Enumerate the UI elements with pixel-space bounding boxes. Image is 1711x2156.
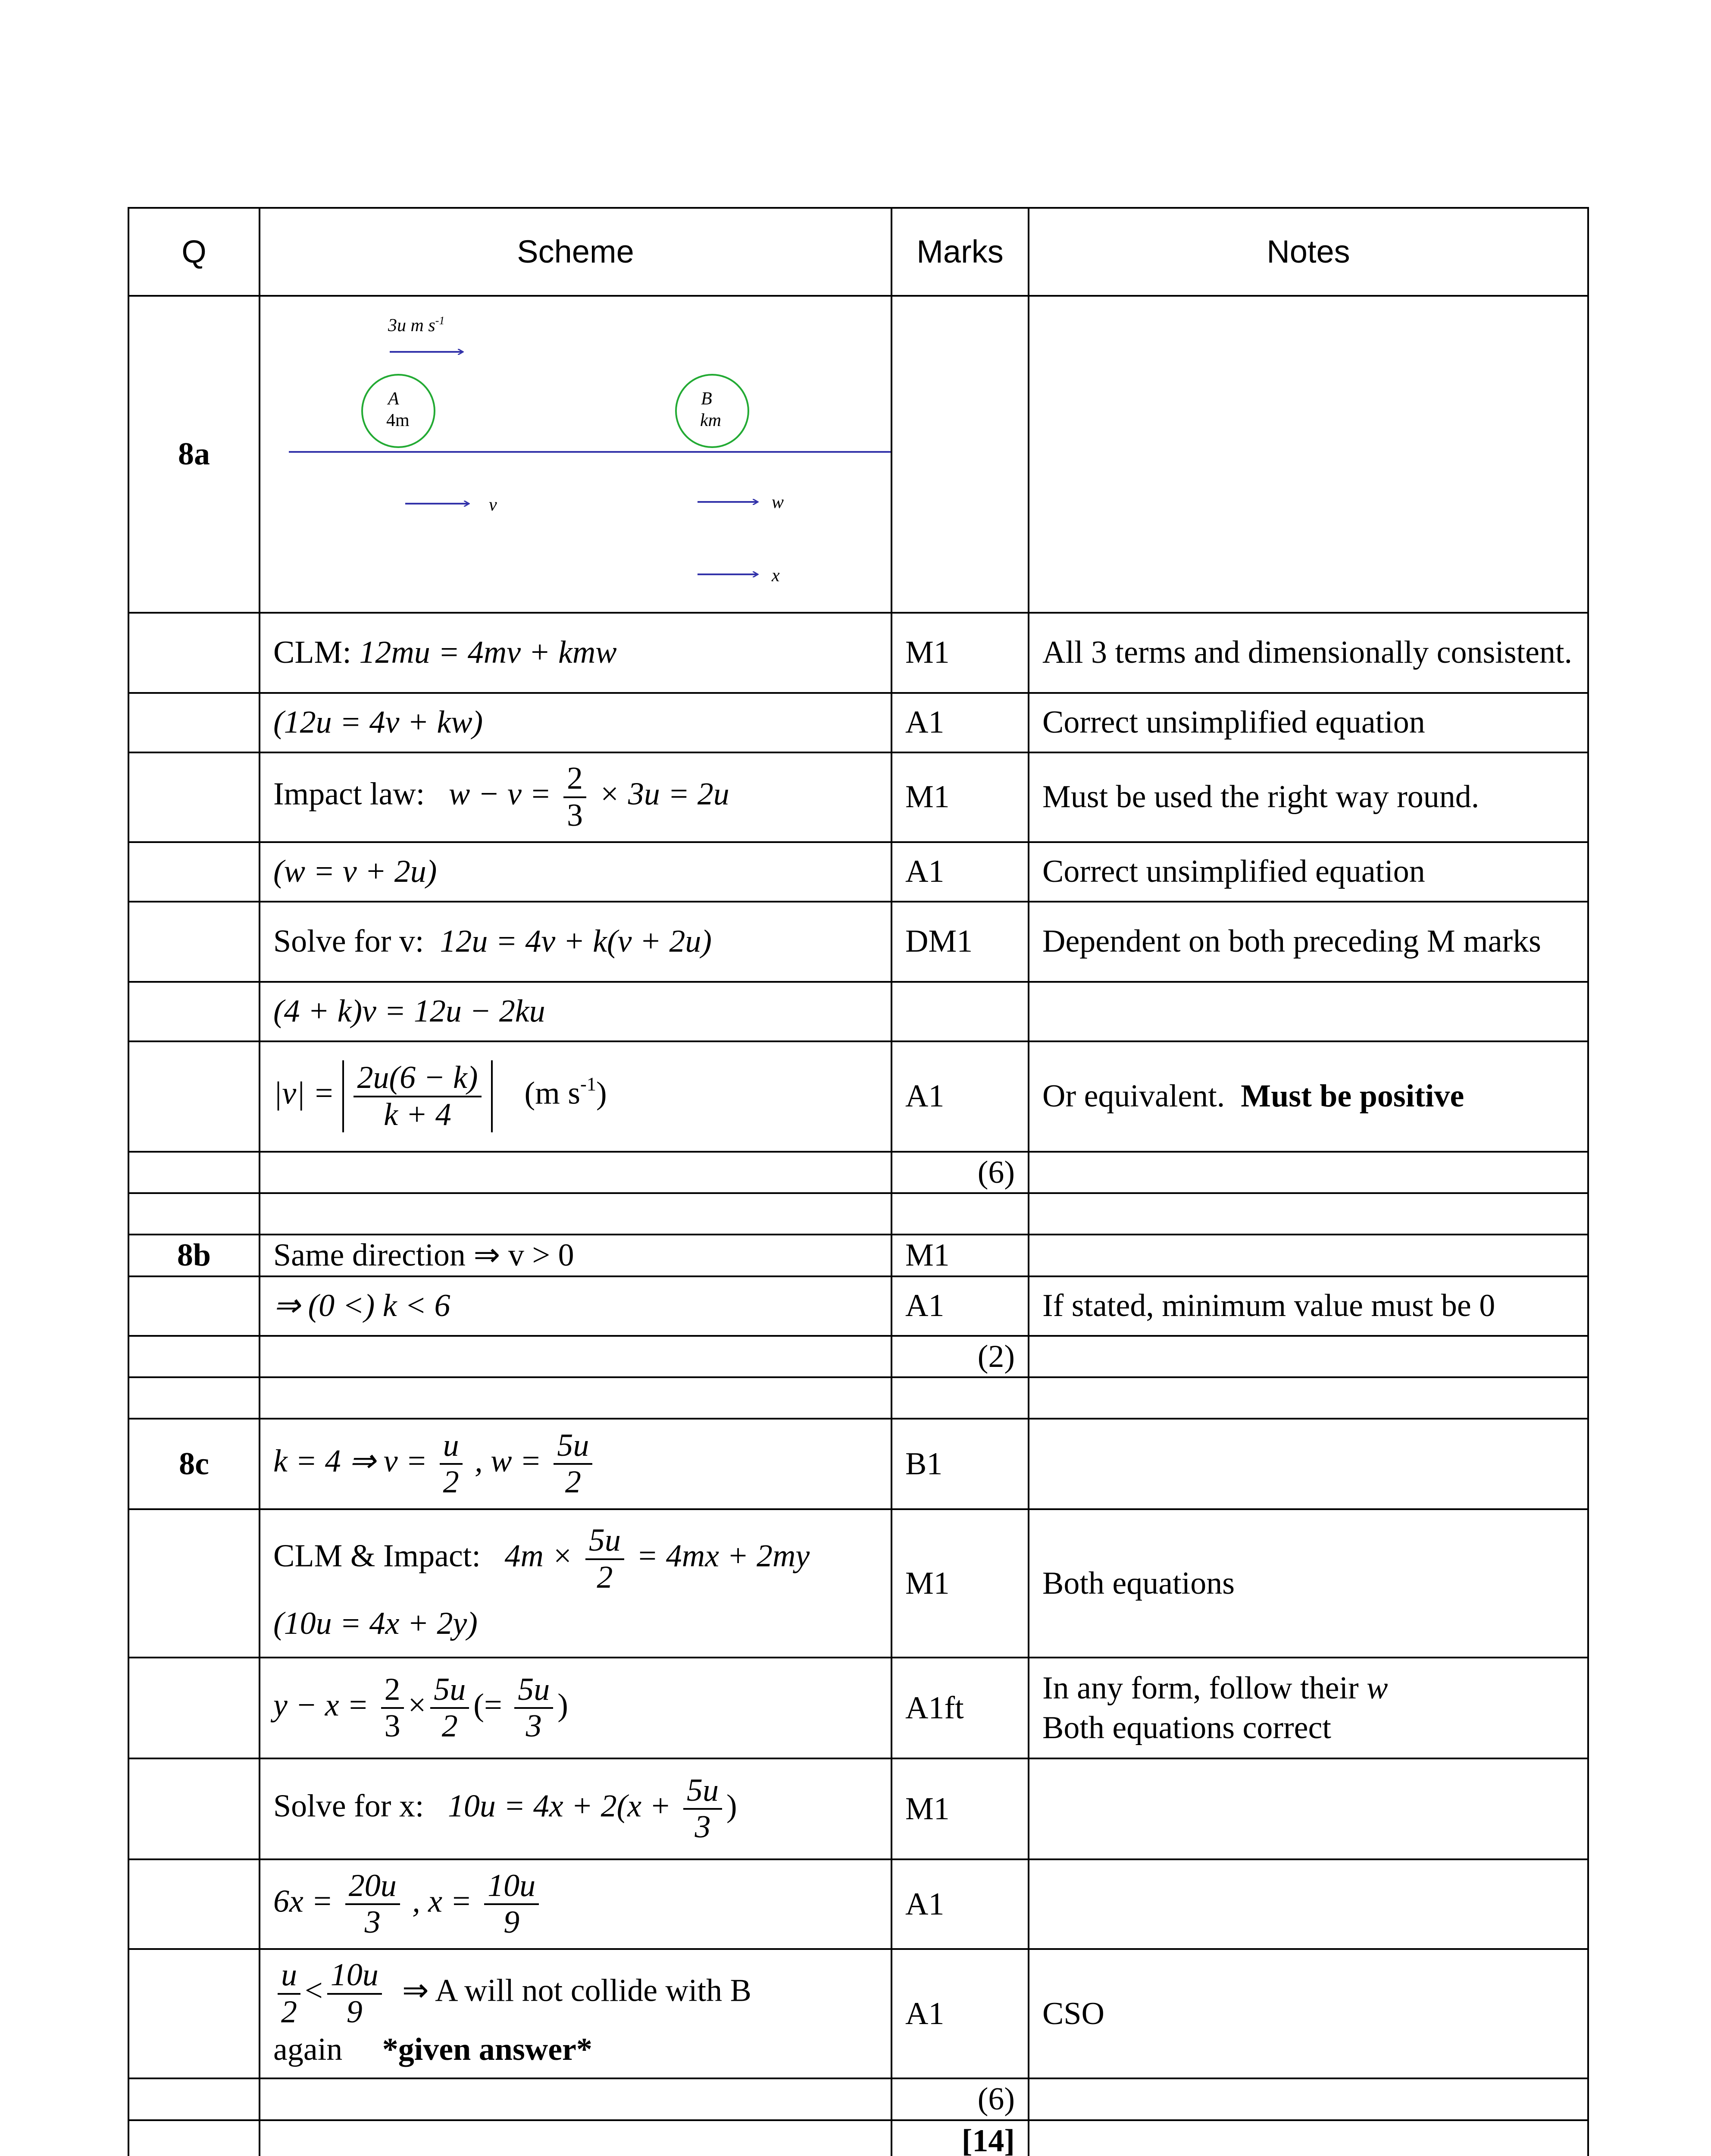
fraction: $\frac{5u}{3}$	[514, 1672, 553, 1744]
scheme-8a-solve: Solve for v: 12u = 4v + k(v + 2u)	[260, 902, 891, 982]
row-8c-b1	[128, 1419, 1588, 1509]
mark-8a-clm: M1	[891, 613, 1029, 693]
scheme-8a-eq6: (4 + k)v = 12u − 2ku	[260, 982, 891, 1041]
row-8b-2	[128, 1276, 1588, 1336]
scheme-8c-impact: y − x = $\frac{2}{3}$ × $\frac{5u}{2}$ (= $\frac{5u}{3}$ )	[260, 1658, 891, 1758]
row-8a-impact	[128, 752, 1588, 842]
scheme-8b-2: ⇒ (0 <) k < 6	[260, 1276, 891, 1336]
v-label: v	[489, 495, 497, 515]
mark-8a-eq2: A1	[891, 693, 1029, 752]
row-8a-v	[128, 1041, 1588, 1152]
mark-8a-v: A1	[891, 1041, 1029, 1152]
note-8c-impact: In any form, follow their w Both equations correct	[1029, 1658, 1588, 1758]
mark-8a-impact: M1	[891, 752, 1029, 842]
row-8a-eq4	[128, 842, 1588, 902]
fraction: $\frac{2}{3}$	[381, 1672, 404, 1744]
grand-total: [14]	[891, 2120, 1029, 2156]
scheme-8c-solve: Solve for x: 10u = 4x + 2(x + $\frac{5u}{3}$ )	[260, 1758, 891, 1859]
absolute-value	[342, 1060, 492, 1132]
collision-diagram	[260, 297, 891, 602]
diagram-marks	[891, 296, 1029, 613]
question-8b: 8b	[128, 1235, 260, 1276]
fraction: $\frac{10u}{9}$	[484, 1868, 539, 1940]
header-row	[128, 208, 1588, 296]
note-8a-clm: All 3 terms and dimensionally consistent.	[1029, 613, 1588, 693]
row-8c-solve	[128, 1758, 1588, 1859]
header-marks: Marks	[891, 208, 1029, 296]
row-8a-clm	[128, 613, 1588, 693]
row-8c-final	[128, 1949, 1588, 2078]
x-label: x	[772, 566, 780, 586]
total-8b: (2)	[891, 1336, 1029, 1378]
fraction: $\frac{10u}{9}$	[327, 1958, 382, 2030]
mark-scheme-table	[128, 207, 1589, 2156]
note-8a-eq4: Correct unsimplified equation	[1029, 842, 1588, 902]
total-8a: (6)	[891, 1152, 1029, 1194]
scheme-8a-eq4: (w = v + 2u)	[260, 842, 891, 902]
speed-label: 3u m $s^{-1}$	[388, 314, 445, 335]
spacer-row	[128, 1193, 1588, 1235]
mark-8c-solve: M1	[891, 1758, 1029, 1859]
row-8c-clm	[128, 1509, 1588, 1658]
fraction: $\frac{5u}{2}$	[554, 1428, 592, 1500]
fraction: $\frac{5u}{2}$	[585, 1523, 624, 1595]
mark-8c-impact: A1ft	[891, 1658, 1029, 1758]
row-8a-total	[128, 1152, 1588, 1194]
scheme-8c-final: $\frac{u}{2}$ < $\frac{10u}{9}$ ⇒ A will not collide with B again *given answer*	[260, 1949, 891, 2078]
row-8b-1	[128, 1235, 1588, 1276]
fraction: $\frac{20u}{3}$	[345, 1868, 400, 1940]
mark-8c-result: A1	[891, 1859, 1029, 1949]
ball-b-name: B	[701, 389, 712, 409]
question-8c: 8c	[128, 1419, 260, 1509]
mark-8b-2: A1	[891, 1276, 1029, 1336]
mark-8c-b1: B1	[891, 1419, 1029, 1509]
note-8c-clm: Both equations	[1029, 1509, 1588, 1658]
fraction: $\frac{5u}{3}$	[683, 1773, 722, 1845]
row-8a-solve	[128, 902, 1588, 982]
scheme-8c-clm: CLM & Impact: 4m × $\frac{5u}{2}$ = 4mx + 2my (10u = 4x + 2y)	[260, 1509, 891, 1658]
mark-8a-eq4: A1	[891, 842, 1029, 902]
scheme-8c-b1: k = 4 ⇒ v = $\frac{u}{2}$ , w = $\frac{5u}{2}$	[260, 1419, 891, 1509]
fraction: $\frac{u}{2}$	[440, 1428, 463, 1500]
scheme-8a-eq2: (12u = 4v + kw)	[260, 693, 891, 752]
row-8c-result	[128, 1859, 1588, 1949]
row-8c-total	[128, 2078, 1588, 2120]
mark-8c-final: A1	[891, 1949, 1029, 2078]
mark-8a-solve: DM1	[891, 902, 1029, 982]
row-8c-impact	[128, 1658, 1588, 1758]
diagram-row	[128, 296, 1588, 613]
note-8a-impact: Must be used the right way round.	[1029, 752, 1588, 842]
header-q: Q	[128, 208, 260, 296]
scheme-8a-clm: CLM: 12mu = 4mv + kmw	[260, 613, 891, 693]
total-8c: (6)	[891, 2078, 1029, 2120]
header-notes: Notes	[1029, 208, 1588, 296]
diagram-notes	[1029, 296, 1588, 613]
scheme-8c-result: 6x = $\frac{20u}{3}$ , x = $\frac{10u}{9}$	[260, 1859, 891, 1949]
diagram-cell	[260, 296, 891, 613]
row-grand-total	[128, 2120, 1588, 2156]
ball-a-mass: 4m	[386, 411, 410, 430]
fraction: $\frac{u}{2}$	[278, 1958, 300, 2030]
mark-8b-1: M1	[891, 1235, 1029, 1276]
question-8a: 8a	[128, 296, 260, 613]
note-8a-v: Or equivalent. Must be positive	[1029, 1041, 1588, 1152]
note-8a-eq2: Correct unsimplified equation	[1029, 693, 1588, 752]
header-scheme: Scheme	[260, 208, 891, 296]
row-8a-eq2	[128, 693, 1588, 752]
row-8b-total	[128, 1336, 1588, 1378]
fraction: $\frac{5u}{2}$	[430, 1672, 469, 1744]
note-8b-2: If stated, minimum value must be 0	[1029, 1276, 1588, 1336]
ball-b-mass: km	[700, 411, 721, 430]
scheme-8a-impact: Impact law: w − v = $\frac{2}{3}$ × 3u = 2u	[260, 752, 891, 842]
ball-a-name: A	[388, 389, 399, 409]
fraction: $\frac{2}{3}$	[563, 761, 586, 833]
scheme-8a-v: |v| = $\frac{2u(6 - k)}{k + 4}$ (m $s^{-1}$)	[260, 1041, 891, 1152]
note-8c-final: CSO	[1029, 1949, 1588, 2078]
spacer-row	[128, 1377, 1588, 1419]
note-8a-solve: Dependent on both preceding M marks	[1029, 902, 1588, 982]
row-8a-eq6	[128, 982, 1588, 1041]
scheme-8b-1: Same direction ⇒ v > 0	[260, 1235, 891, 1276]
w-label: w	[772, 492, 784, 512]
mark-8c-clm: M1	[891, 1509, 1029, 1658]
fraction: $\frac{2u(6 - k)}{k + 4}$	[353, 1060, 481, 1132]
